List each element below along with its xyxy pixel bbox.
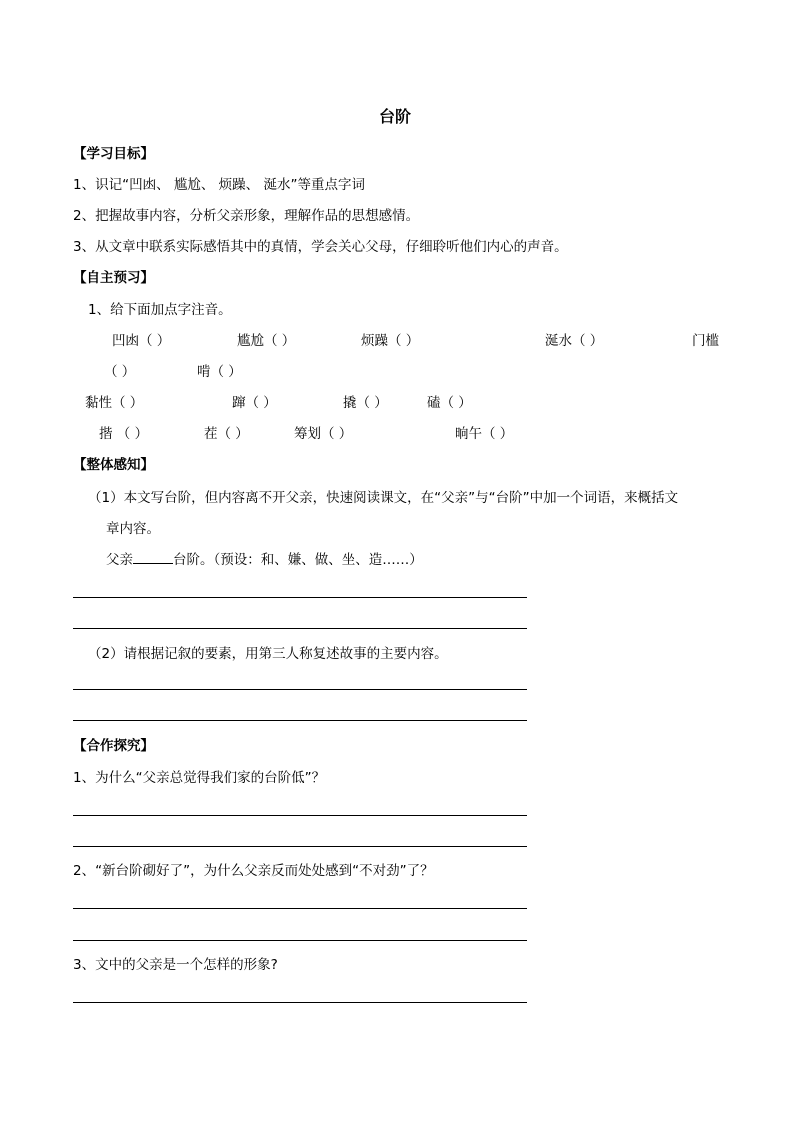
word-item: 涎水（ ） [545,333,604,349]
fill-in-line [106,550,423,570]
word-item: 揩 （ ） [99,426,149,442]
answer-line[interactable] [73,689,527,690]
word-item: 烦躁（ ） [361,333,420,349]
word-item: 茬（ ） [204,426,249,442]
word-item: 晌午（ ） [455,426,514,442]
fill-blank[interactable] [133,551,173,564]
word-item: 筹划（ ） [294,426,353,442]
goal-item-3: 3、从文章中联系实际感悟其中的真情，学会关心父母，仔细聆听他们内心的声音。 [73,239,568,255]
answer-line[interactable] [73,720,527,721]
section-heading-overall: 【整体感知】 [73,457,154,473]
word-item: 门槛 [692,333,719,349]
explore-question-2: 2、“新台阶砌好了”，为什么父亲反而处处感到“不对劲”了？ [73,863,434,879]
explore-question-3: 3、文中的父亲是一个怎样的形象? [73,957,278,973]
explore-question-1: 1、为什么“父亲总觉得我们家的台阶低”？ [73,770,326,786]
word-item: 撬（ ） [343,395,388,411]
word-item: 尴尬（ ） [237,333,296,349]
word-item: 磕（ ） [427,395,472,411]
overall-question-2: （2）请根据记叙的要素，用第三人称复述故事的主要内容。 [88,646,448,662]
section-heading-preview: 【自主预习】 [73,270,154,286]
overall-question-1-cont: 章内容。 [106,521,160,537]
word-item: 啃（ ） [197,364,242,380]
answer-line[interactable] [73,908,527,909]
section-heading-explore: 【合作探究】 [73,738,154,754]
answer-line[interactable] [73,940,527,941]
goal-item-1: 1、识记“凹凼、 尴尬、 烦躁、 涎水”等重点字词 [73,177,365,193]
answer-line[interactable] [73,1002,527,1003]
answer-line[interactable] [73,846,527,847]
fill-suffix: 台阶。（预设：和、嫌、做、坐、造……） [173,552,423,568]
word-item: 黏性（ ） [85,395,144,411]
page-title: 台阶 [379,107,412,126]
answer-line[interactable] [73,815,527,816]
section-heading-goals: 【学习目标】 [73,146,154,162]
goal-item-2: 2、把握故事内容，分析父亲形象，理解作品的思想感情。 [73,208,420,224]
overall-question-1: （1）本文写台阶，但内容离不开父亲，快速阅读课文，在“父亲”与“台阶”中加一个词语，来概括文 [88,490,679,506]
preview-question: 1、给下面加点字注音。 [88,302,232,318]
answer-line[interactable] [73,597,527,598]
word-item: （ ） [104,364,136,380]
word-item: 蹿（ ） [232,395,277,411]
answer-line[interactable] [73,628,527,629]
fill-prefix: 父亲 [106,552,133,568]
word-item: 凹凼（ ） [112,333,171,349]
